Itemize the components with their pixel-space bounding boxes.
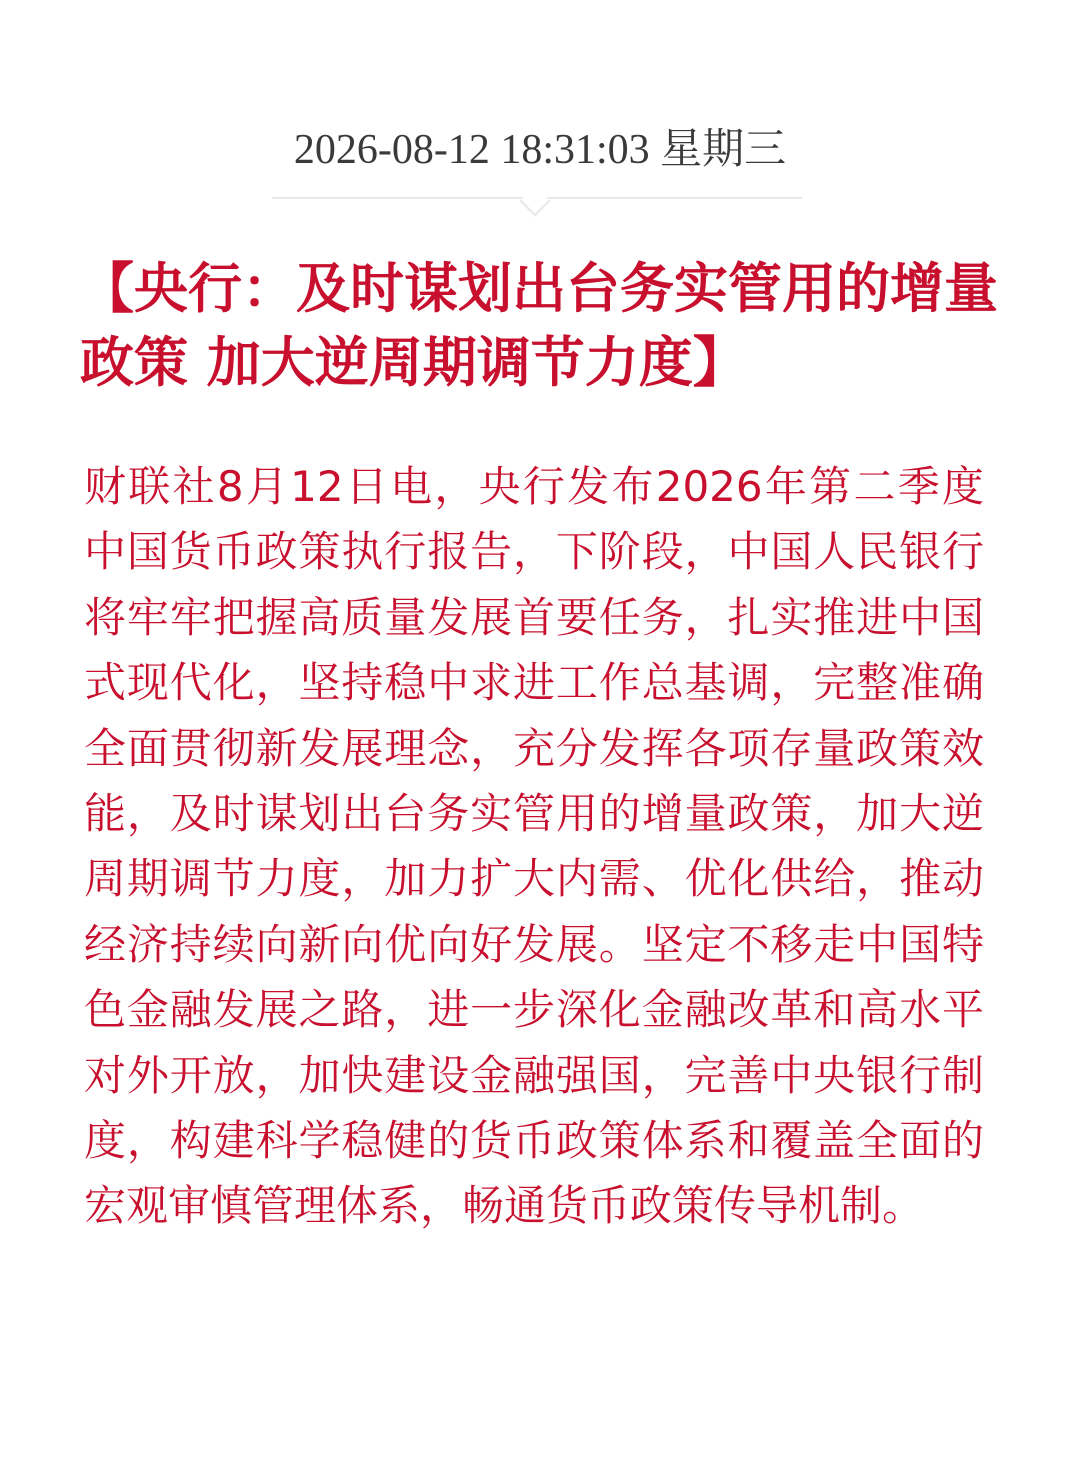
publish-timestamp: 2026-08-12 18:31:03 星期三 [293, 127, 787, 173]
divider-notch [519, 185, 550, 216]
article-headline: 【央行：及时谋划出台务实管用的增量政策 加大逆周期调节力度】 [80, 257, 998, 394]
article-body: 财联社8月12日电，央行发布2026年第二季度中国货币政策执行报告，下阶段，中国人民银行将牢牢把握高质量发展首要任务，扎实推进中国式现代化，坚持稳中求进工作总基调，完整准确全面贯彻新发展理念，充分发挥各项存量政策效能，及时谋划出台务实管用的增量政策，加大逆周期调节力度，加力扩大内需、优化供给，推动经济持续向新向优向好发展。坚定不移走中国特色金融发展之路，进一步深化金融改革和高水平对外开放，加快建设金融强国，完善中央银行制度，构建科学稳健的货币政策体系和覆盖全面的宏观审慎管理体系，畅通货币政策传导机制。 [84, 462, 984, 1231]
